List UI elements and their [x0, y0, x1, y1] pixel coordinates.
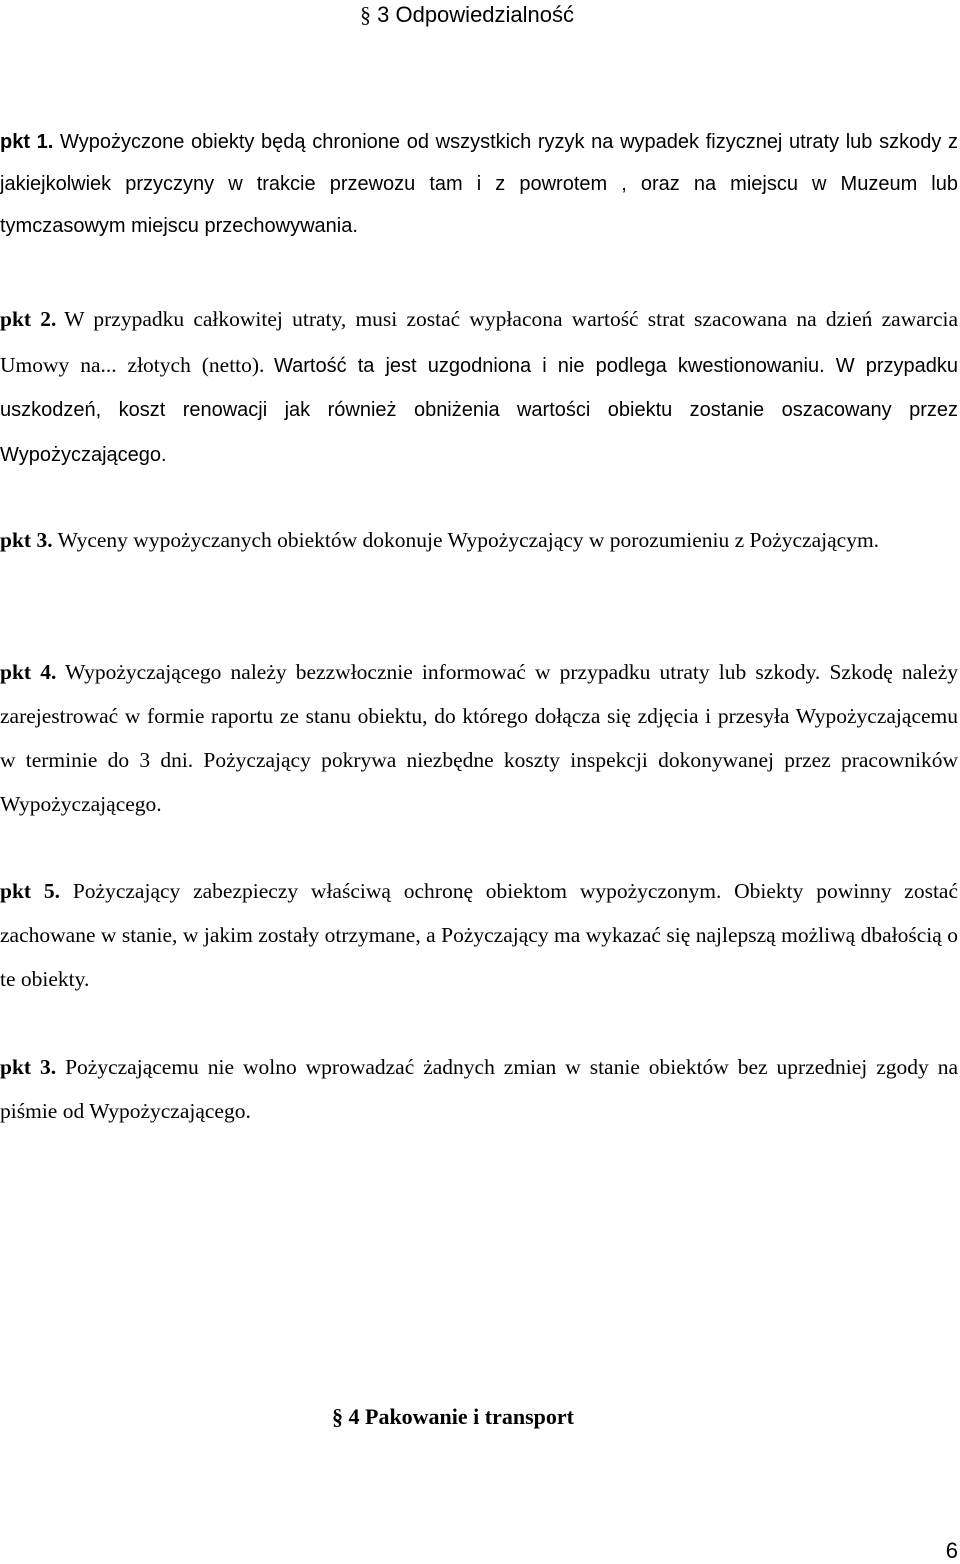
- paragraph-pkt-4: [0, 650, 958, 826]
- paragraph-pkt-3: [0, 518, 958, 562]
- section-symbol: §: [360, 2, 371, 27]
- paragraph-text: Wyceny wypożyczanych obiektów dokonuje Wypożyczający w porozumieniu z Pożyczającym.: [57, 528, 880, 552]
- paragraph-text-sans: Wartość ta jest uzgodniona i nie podlega kwestionowaniu. W przypadku uszkodzeń, koszt renowacji jak również obniżenia wartości obiektu zostanie oszacowany przez Wypożyczającego.: [0, 354, 958, 466]
- paragraph-text: Wypożyczone obiekty będą chronione od wszystkich ryzyk na wypadek fizycznej utraty lub szkody z jakiejkolwiek przyczyny w trakcie przewozu tam i z powrotem , oraz na miejscu w Muzeum lub tymczasowym miejscu przechowywania.: [0, 131, 958, 237]
- section-title: 4 Pakowanie i transport: [348, 1404, 574, 1429]
- paragraph-pkt-2: [0, 298, 958, 478]
- paragraph-label: pkt 3.: [0, 528, 53, 552]
- paragraph-label: pkt 2.: [0, 307, 57, 331]
- section-heading-4: [332, 1404, 574, 1430]
- section-heading-3: [360, 2, 574, 28]
- section-title: 3 Odpowiedzialność: [377, 2, 575, 27]
- paragraph-label: pkt 3.: [0, 1055, 57, 1079]
- paragraph-text: Pożyczający zabezpieczy właściwą ochronę obiektom wypożyczonym. Obiekty powinny zostać zachowane w stanie, w jakim zostały otrzymane, a Pożyczający ma wykazać się najlepszą możliwą dbałością o te obiekty.: [0, 879, 959, 991]
- paragraph-text: Wypożyczającego należy bezzwłocznie informować w przypadku utraty lub szkody. Szkodę należy zarejestrować w formie raportu ze stanu obiektu, do którego dołącza się zdjęcia i przesyła Wypożyczającemu w terminie do 3 dni. Pożyczający pokrywa niezbędne koszty inspekcji dokonywanej przez pracowników Wypożyczającego.: [0, 660, 958, 816]
- section-symbol: §: [332, 1404, 343, 1429]
- paragraph-label: pkt 4.: [0, 660, 57, 684]
- paragraph-pkt-3-second: [0, 1045, 958, 1133]
- paragraph-label: pkt 5.: [0, 879, 61, 903]
- paragraph-text: Pożyczającemu nie wolno wprowadzać żadnych zmian w stanie obiektów bez uprzedniej zgody na piśmie od Wypożyczającego.: [0, 1055, 958, 1123]
- paragraph-text-serif: W przypadku całkowitej utraty, musi zostać wypłacona wartość strat szacowana na dzień zawarcia Umowy na... złotych (netto).: [0, 307, 959, 377]
- paragraph-pkt-5: [0, 869, 958, 1001]
- page-number: 6: [945, 1538, 958, 1563]
- paragraph-label: pkt 1.: [0, 131, 54, 153]
- paragraph-pkt-1: [0, 121, 958, 247]
